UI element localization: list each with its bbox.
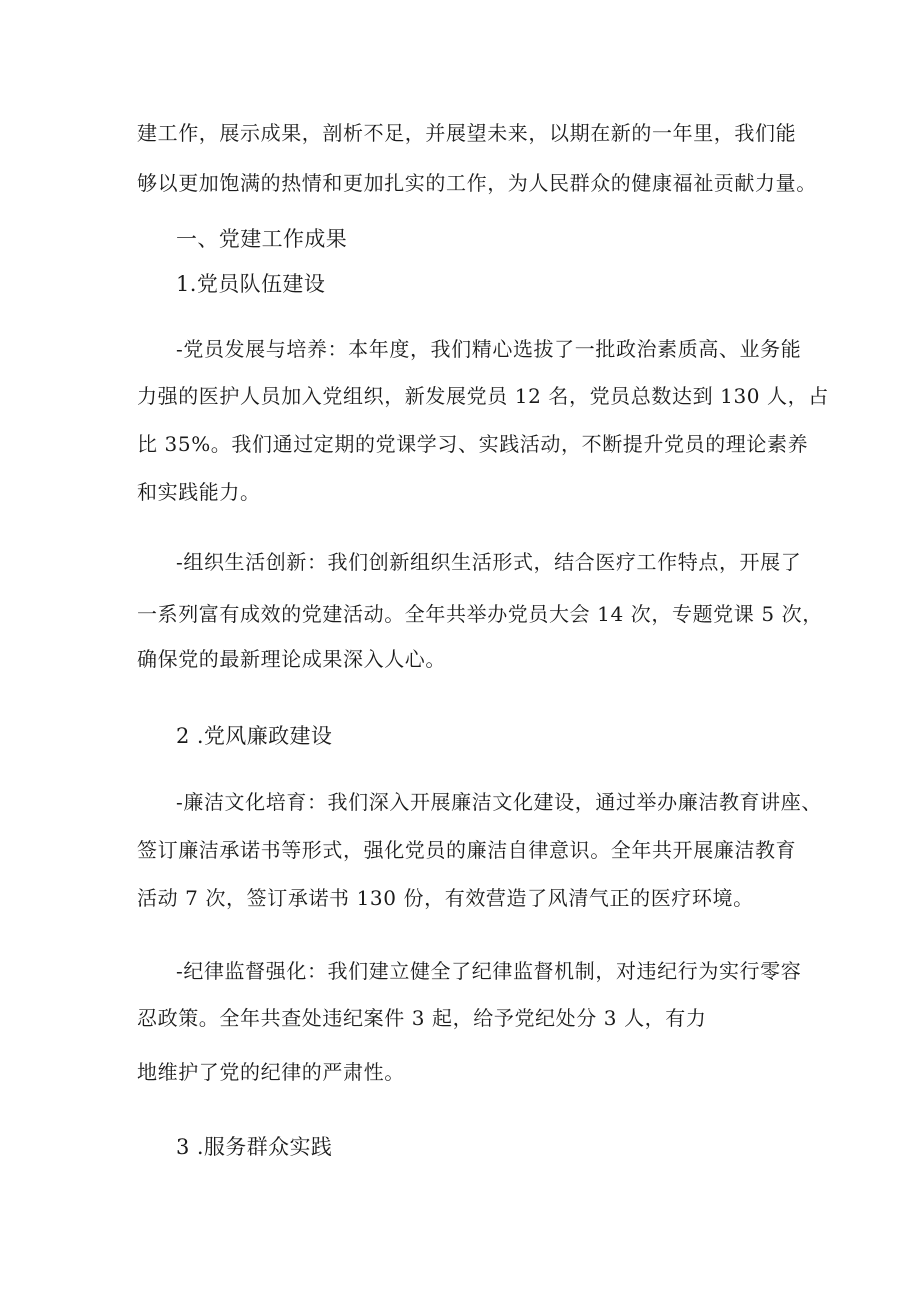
section-1-title: 一、党建工作成果 (176, 227, 348, 251)
paragraph-3-line-3: 活动 7 次，签订承诺书 130 份，有效营造了风清气正的医疗环境。 (137, 886, 754, 910)
subsection-3-title: 3 .服务群众实践 (176, 1135, 333, 1159)
paragraph-1-line-4: 和实践能力。 (137, 480, 261, 504)
paragraph-4-line-2: 忍政策。全年共查处违纪案件 3 起，给予党纪处分 3 人，有力 (137, 1006, 707, 1030)
subsection-1-title: 1.党员队伍建设 (176, 272, 326, 296)
paragraph-2-line-3: 确保党的最新理论成果深入人心。 (137, 647, 446, 671)
paragraph-1-line-1: -党员发展与培养：本年度，我们精心选拔了一批政治素质高、业务能 (176, 337, 802, 361)
paragraph-2-line-2: 一系列富有成效的党建活动。全年共举办党员大会 14 次，专题党课 5 次， (137, 602, 823, 626)
subsection-2-title: 2 .党风廉政建设 (176, 724, 333, 748)
paragraph-4-line-1: -纪律监督强化：我们建立健全了纪律监督机制，对违纪行为实行零容 (176, 959, 802, 983)
paragraph-1-line-3: 比 35%。我们通过定期的党课学习、实践活动，不断提升党员的理论素养 (137, 432, 809, 456)
intro-line-2: 够以更加饱满的热情和更加扎实的工作，为人民群众的健康福祉贡献力量。 (137, 171, 817, 195)
paragraph-3-line-1: -廉洁文化培育：我们深入开展廉洁文化建设，通过举办廉洁教育讲座、 (176, 790, 822, 814)
paragraph-4-line-3: 地维护了党的纪律的严肃性。 (137, 1060, 405, 1084)
paragraph-3-line-2: 签订廉洁承诺书等形式，强化党员的廉洁自律意识。全年共开展廉洁教育 (137, 838, 797, 862)
intro-line-1: 建工作，展示成果，剖析不足，并展望未来，以期在新的一年里，我们能 (137, 121, 797, 145)
paragraph-1-line-2: 力强的医护人员加入党组织，新发展党员 12 名，党员总数达到 130 人，占 (137, 384, 829, 408)
paragraph-2-line-1: -组织生活创新：我们创新组织生活形式，结合医疗工作特点，开展了 (176, 550, 802, 574)
